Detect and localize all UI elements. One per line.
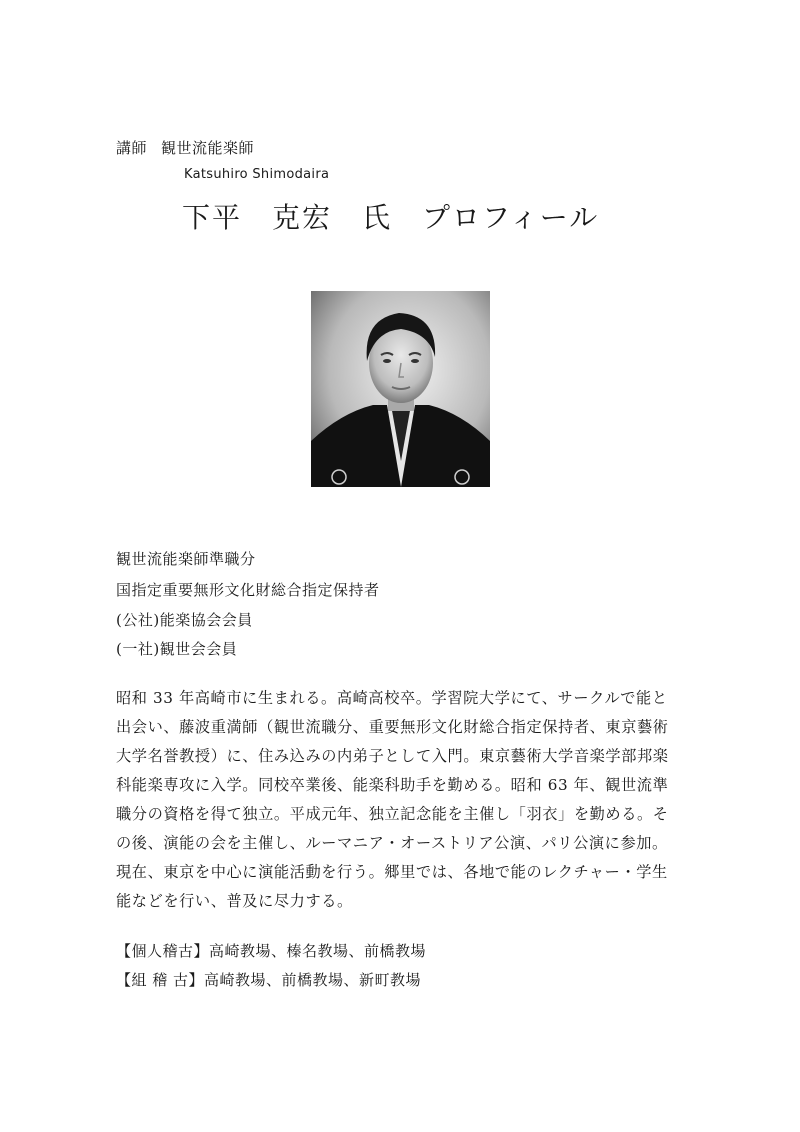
credential-item: 国指定重要無形文化財総合指定保持者 xyxy=(116,581,380,599)
lesson-individual: 【個人稽古】高崎教場、榛名教場、前橋教場 xyxy=(116,942,427,960)
title-given-name: 克宏 xyxy=(272,201,333,234)
lesson-group: 【組 稽 古】高崎教場、前橋教場、新町教場 xyxy=(116,971,422,989)
credential-item: (公社)能楽協会会員 xyxy=(116,611,253,629)
bio-line: 科能楽専攻に入学。同校卒業後、能楽科助手を勤める。昭和 63 年、観世流準 xyxy=(116,776,669,794)
bio-line: 現在、東京を中心に演能活動を行う。郷里では、各地で能のレクチャー・学生 xyxy=(116,863,668,881)
credential-item: 観世流能楽師準職分 xyxy=(116,550,256,568)
title-honorific: 氏 xyxy=(362,201,393,234)
bio-line: 職分の資格を得て独立。平成元年、独立記念能を主催し「羽衣」を勤める。そ xyxy=(116,805,669,823)
role-value: 観世流能楽師 xyxy=(161,139,255,157)
biography-paragraph xyxy=(116,684,696,916)
bio-line: 昭和 33 年高崎市に生まれる。高崎高校卒。学習院大学にて、サークルで能と xyxy=(116,689,668,707)
role-line xyxy=(116,137,254,158)
bio-line: 能などを行い、普及に尽力する。 xyxy=(116,892,353,910)
title-family-name: 下平 xyxy=(182,201,243,234)
credential-item: (一社)観世会会員 xyxy=(116,640,238,658)
page-title xyxy=(182,196,599,236)
title-suffix: プロフィール xyxy=(422,201,600,234)
name-english: Katsuhiro Shimodaira xyxy=(184,167,330,182)
role-label: 講師 xyxy=(116,139,148,157)
portrait-photo xyxy=(311,291,490,487)
bio-line: の後、演能の会を主催し、ルーマニア・オーストリア公演、パリ公演に参加。 xyxy=(116,834,668,852)
bio-line: 大学名誉教授）に、住み込みの内弟子として入門。東京藝術大学音楽学部邦楽 xyxy=(116,747,669,765)
bio-line: 出会い、藤波重満師（観世流職分、重要無形文化財総合指定保持者、東京藝術 xyxy=(116,718,669,736)
